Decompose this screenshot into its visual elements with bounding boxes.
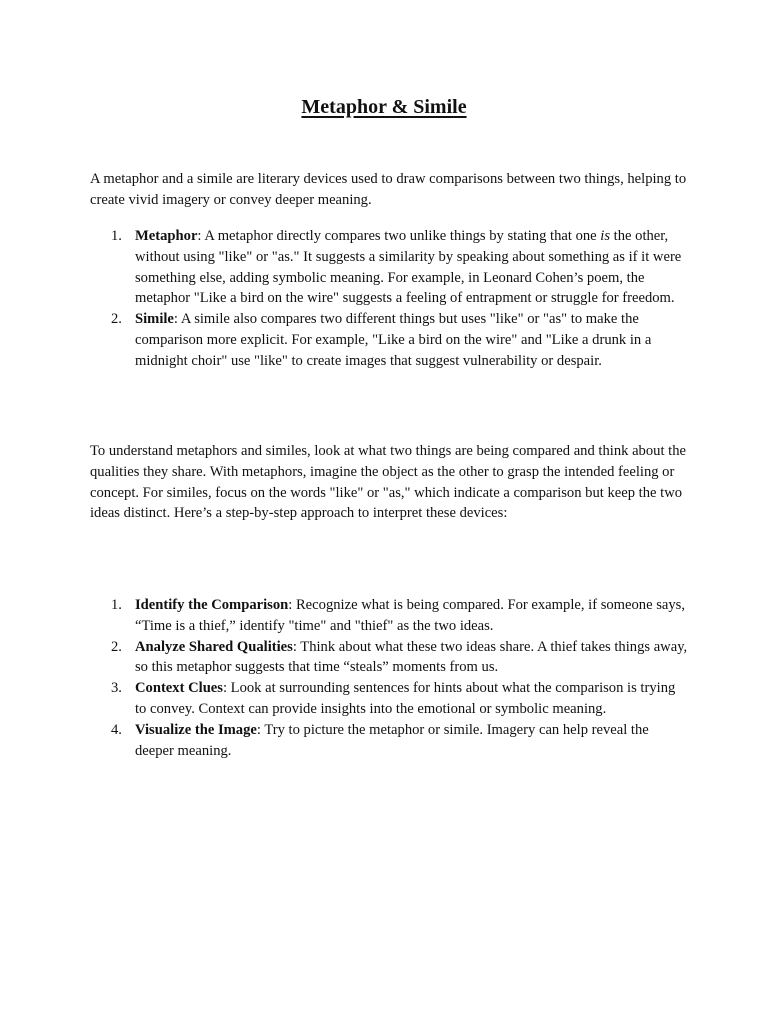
step-text: : Look at surrounding sentences for hints about what the comparison is trying to convey. Context can provide insights into the emotional or symbolic meaning. <box>135 680 676 717</box>
list-item <box>90 595 690 637</box>
list-number: 1. <box>111 597 122 613</box>
definition-text: : A simile also compares two different things but uses "like" or "as" to make the comparison more explicit. For example, "Like a bird on the wire" and "Like a drunk in a midnight choir" use "like" to create images that suggest vulnerability or despair. <box>135 311 652 369</box>
term-label: Simile <box>135 311 174 328</box>
list-item <box>90 309 690 371</box>
term-label: Metaphor <box>135 228 198 244</box>
step-label: Visualize the Image <box>135 721 257 738</box>
list-number: 2. <box>111 311 122 328</box>
definition-text: : A metaphor directly compares two unlike things by stating that one <box>197 228 601 244</box>
document-title: Metaphor & Simile <box>301 96 467 118</box>
list-number: 1. <box>111 228 122 244</box>
list-item <box>90 226 690 309</box>
explanation-paragraph: To understand metaphors and similes, look at what two things are being compared and think about the qualities they share. With metaphors, imagine the object as the other to grasp the intended feeling or concept. For similes, focus on the words "like" or "as," which indicate a comparison but keep the two ideas distinct. Here’s a step-by-step approach to interpret these devices: <box>90 443 686 522</box>
step-label: Identify the Comparison <box>135 597 289 613</box>
list-number: 4. <box>111 721 122 738</box>
list-item <box>90 678 690 720</box>
definitions-list <box>90 226 690 372</box>
step-text: : Try to picture the metaphor or simile. Imagery can help reveal the deeper meaning. <box>135 721 649 759</box>
emphasis-text: is <box>600 228 611 244</box>
list-item <box>90 637 690 679</box>
list-item <box>90 720 690 762</box>
definition-text: the other, without using "like" or "as." It suggests a similarity by speaking about something as if it were something else, adding symbolic meaning. For example, in Leonard Cohen’s poem, the metaphor "Like a bird on the wire" suggests a feeling of entrapment or struggle for freedom. <box>135 228 682 307</box>
step-text: : Recognize what is being compared. For example, if someone says, “Time is a thief,” identify "time" and "thief" as the two ideas. <box>135 597 686 634</box>
step-label: Context Clues <box>135 680 223 697</box>
intro-paragraph: A metaphor and a simile are literary devices used to draw comparisons between two things, helping to create vivid imagery or convey deeper meaning. <box>90 171 687 208</box>
list-number: 2. <box>111 638 122 655</box>
steps-list <box>90 595 690 761</box>
list-number: 3. <box>111 680 122 697</box>
step-label: Analyze Shared Qualities <box>135 638 293 655</box>
step-text: : Think about what these two ideas share. A thief takes things away, so this metaphor suggests that time “steals” moments from us. <box>135 638 688 676</box>
